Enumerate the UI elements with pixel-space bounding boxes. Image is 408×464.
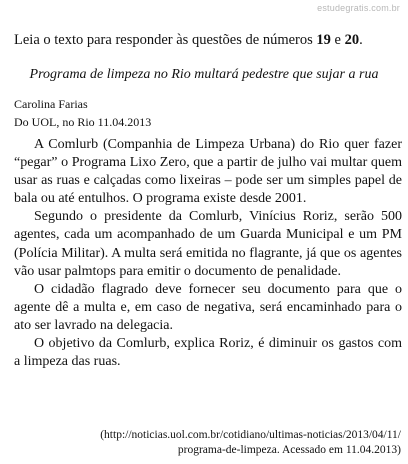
citation-line-2: programa-de-limpeza. Acessado em 11.04.2013) [177, 444, 401, 456]
question-instruction [14, 31, 363, 49]
site-watermark: estudegratis.com.br [317, 3, 400, 13]
article-paragraph-3: O cidadão flagrado deve fornecer seu documento para que o agente dê a multa e, em caso de negativa, será encaminhado para o ato ser lavrado na delegacia. [14, 281, 402, 333]
question-number-1: 19 [316, 32, 331, 48]
article-paragraph-1: A Comlurb (Companhia de Limpeza Urbana) do Rio quer fazer “pegar” o Programa Lixo Zero, que a partir de julho vai multar quem usar as ruas e calçadas como lixeiras – pode ser um simples papel de bala ou até entulhos. O programa existe desde 2001. [14, 137, 402, 207]
article-author: Carolina Farias [14, 97, 88, 111]
instruction-suffix: . [359, 32, 363, 48]
instruction-conjunction: e [330, 32, 345, 48]
instruction-prefix: Leia o texto para responder às questões de números [14, 32, 317, 48]
article-paragraph-2: Segundo o presidente da Comlurb, Vinícius Roriz, serão 500 agentes, cada um acompanhado de um Guarda Municipal e um PM (Polícia Militar). A multa será emitida no flagrante, já que os agentes vão usar palmtops para emitir o documento de penalidade. [14, 209, 402, 279]
source-citation [81, 428, 401, 458]
article-title: Programa de limpeza no Rio multará pedestre que sujar a rua [29, 67, 379, 82]
citation-line-1: (http://noticias.uol.com.br/cotidiano/ultimas-noticias/2013/04/11/ [100, 429, 401, 441]
article-source: Do UOL, no Rio 11.04.2013 [14, 115, 152, 129]
question-number-2: 20 [344, 32, 360, 48]
article-paragraph-4: O objetivo da Comlurb, explica Roriz, é diminuir os gastos com a limpeza das ruas. [14, 336, 402, 370]
article-body [14, 136, 402, 371]
